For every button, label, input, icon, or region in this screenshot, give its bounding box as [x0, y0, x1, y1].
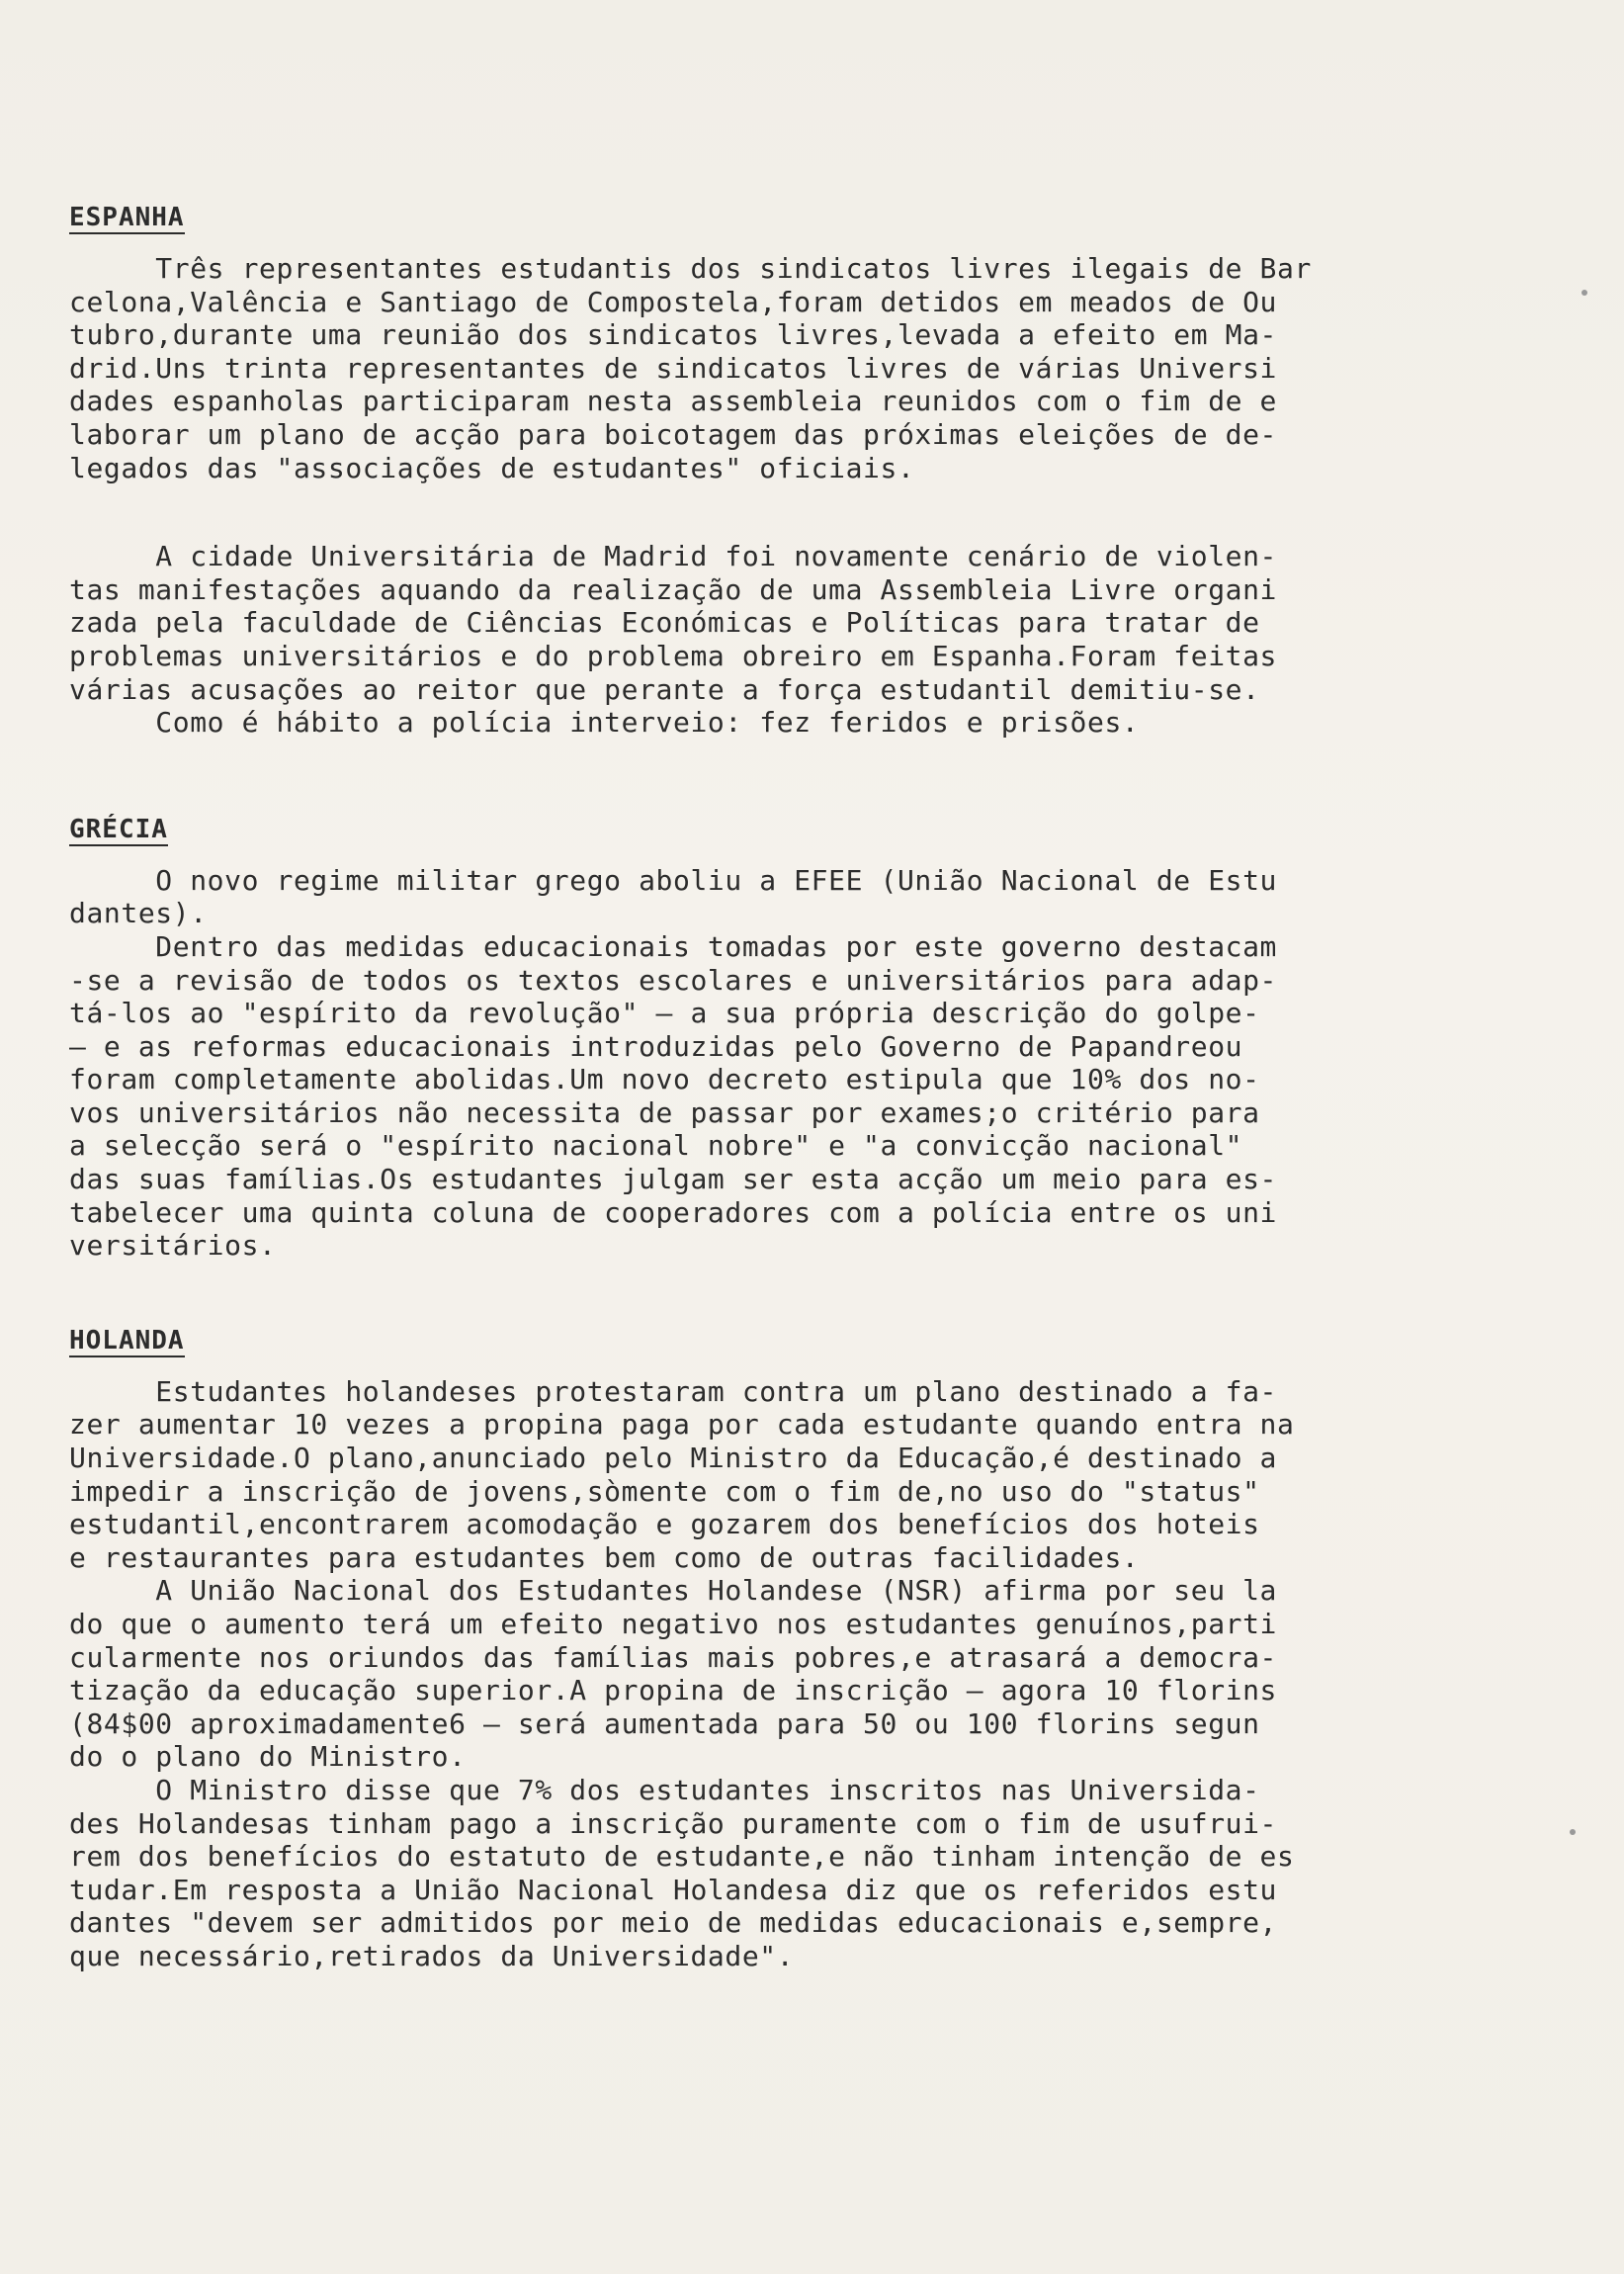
text-line: problemas universitários e do problema obreiro em Espanha.Foram feitas	[69, 639, 1278, 672]
text-line: tudar.Em resposta a União Nacional Holandesa diz que os referidos estu	[69, 1873, 1278, 1906]
text-line: tabelecer uma quinta coluna de cooperadores com a polícia entre os uni	[69, 1195, 1278, 1229]
text-line: cularmente nos oriundos das famílias mais pobres,e atrasará a democra-	[69, 1640, 1278, 1674]
section-espanha	[69, 203, 1455, 740]
paragraph	[69, 252, 1455, 484]
text-line: Como é hábito a polícia interveio: fez feridos e prisões.	[69, 706, 1140, 740]
text-line: estudantil,encontrarem acomodação e gozarem dos benefícios dos hoteis	[69, 1508, 1260, 1541]
section-heading: ESPANHA	[69, 203, 185, 232]
text-line: tas manifestações aquando da realização de uma Assembleia Livre organi	[69, 572, 1278, 606]
text-line: O novo regime militar grego aboliu a EFEE (União Nacional de Estu	[69, 863, 1278, 897]
margin-mark-dot	[1581, 290, 1587, 296]
section-holanda	[69, 1326, 1455, 1973]
text-line: vos universitários não necessita de passar por exames;o critério para	[69, 1095, 1260, 1129]
text-line: dantes "devem ser admitidos por meio de medidas educacionais e,sempre,	[69, 1906, 1278, 1940]
document-body	[69, 203, 1455, 1973]
text-line: -se a revisão de todos os textos escolares e universitários para adap-	[69, 963, 1278, 997]
text-line: Dentro das medidas educacionais tomadas por este governo destacam	[69, 929, 1278, 963]
paragraph	[69, 864, 1455, 1263]
text-line: drid.Uns trinta representantes de sindicatos livres de várias Universi	[69, 351, 1278, 385]
text-line: que necessário,retirados da Universidade".	[69, 1939, 795, 1972]
text-line: laborar um plano de acção para boicotagem das próximas eleições de de-	[69, 417, 1278, 451]
text-line: rem dos benefícios do estatuto de estudante,e não tinham intenção de es	[69, 1840, 1295, 1874]
text-line: tá-los ao "espírito da revolução" — a sua própria descrição do golpe-	[69, 997, 1260, 1030]
text-line: e restaurantes para estudantes bem como de outras facilidades.	[69, 1540, 1140, 1574]
section-heading: GRÉCIA	[69, 814, 168, 844]
text-line: do o plano do Ministro.	[69, 1740, 467, 1774]
margin-mark-dot	[1570, 1829, 1576, 1835]
paragraph	[69, 540, 1455, 740]
text-line: das suas famílias.Os estudantes julgam ser esta acção um meio para es-	[69, 1163, 1278, 1196]
text-line: Universidade.O plano,anunciado pelo Ministro da Educação,é destinado a	[69, 1442, 1278, 1475]
text-line: des Holandesas tinham pago a inscrição puramente com o fim de usufrui-	[69, 1806, 1278, 1840]
text-line: celona,Valência e Santiago de Compostela,foram detidos em meados de Ou	[69, 285, 1278, 318]
text-line: versitários.	[69, 1229, 277, 1263]
text-line: tização da educação superior.A propina de inscrição — agora 10 florins	[69, 1674, 1278, 1707]
paragraph	[69, 1375, 1455, 1973]
text-line: zada pela faculdade de Ciências Económicas e Políticas para tratar de	[69, 606, 1260, 640]
text-line: dantes).	[69, 897, 208, 930]
text-line: foram completamente abolidas.Um novo decreto estipula que 10% dos no-	[69, 1063, 1260, 1096]
text-line: A União Nacional dos Estudantes Holandese (NSR) afirma por seu la	[69, 1574, 1278, 1608]
section-heading: HOLANDA	[69, 1325, 185, 1356]
text-line: Estudantes holandeses protestaram contra um plano destinado a fa-	[69, 1374, 1278, 1408]
text-line: — e as reformas educacionais introduzidas pelo Governo de Papandreou	[69, 1029, 1243, 1063]
text-line: Três representantes estudantis dos sindicatos livres ilegais de Bar	[69, 252, 1312, 285]
section-grecia	[69, 815, 1455, 1263]
text-line: a selecção será o "espírito nacional nobre" e "a convicção nacional"	[69, 1129, 1243, 1163]
text-line: impedir a inscrição de jovens,sòmente com o fim de,no uso do "status"	[69, 1474, 1260, 1508]
text-line: legados das "associações de estudantes" oficiais.	[69, 451, 915, 484]
text-line: várias acusações ao reitor que perante a força estudantil demitiu-se.	[69, 672, 1260, 706]
text-line: do que o aumento terá um efeito negativo nos estudantes genuínos,parti	[69, 1608, 1278, 1640]
text-line: dades espanholas participaram nesta assembleia reunidos com o fim de e	[69, 385, 1278, 418]
text-line: O Ministro disse que 7% dos estudantes inscritos nas Universida-	[69, 1773, 1260, 1806]
text-line: zer aumentar 10 vezes a propina paga por cada estudante quando entra na	[69, 1408, 1295, 1442]
text-line: (84$00 aproximadamente6 — será aumentada para 50 ou 100 florins segun	[69, 1706, 1260, 1740]
text-line: tubro,durante uma reunião dos sindicatos livres,levada a efeito em Ma-	[69, 318, 1278, 352]
text-line: A cidade Universitária de Madrid foi novamente cenário de violen-	[69, 540, 1278, 573]
